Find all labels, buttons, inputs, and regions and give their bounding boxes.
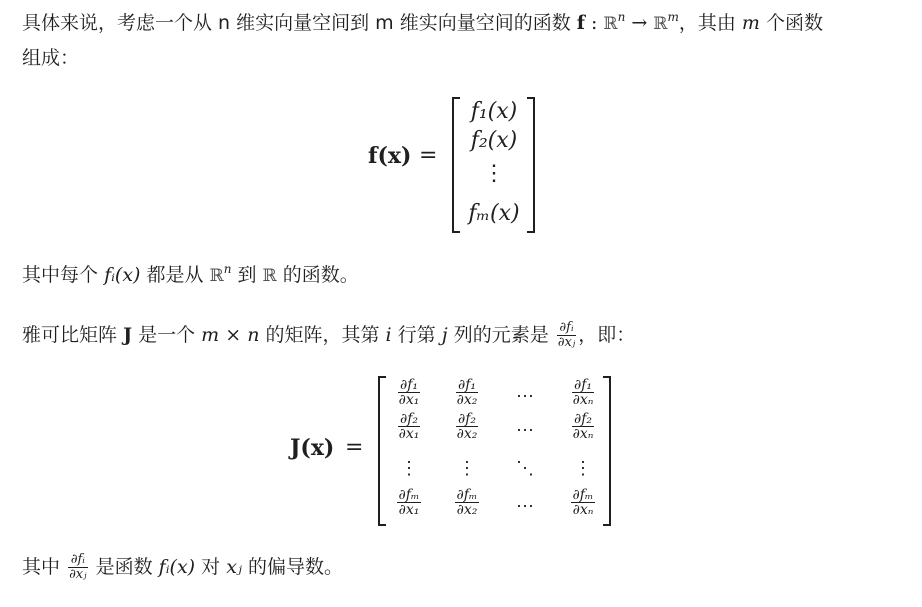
matrix-cell-1-3 [500,378,550,407]
matrix-cell-3-4 [558,454,608,479]
fraction-dfi-dxj-2 [68,553,88,582]
matrix-ellipsis: ⋯ [516,496,534,517]
fraction-numerator: ∂f₁ [572,378,595,393]
jac-text-5: 列的元素是 [453,324,549,346]
paragraph-jacobian-def [22,318,898,352]
formula-jacobian-matrix [290,376,620,526]
math-Rn-2: ℝ [209,266,224,286]
fraction-denominator: ∂x₁ [398,426,420,442]
pd-text-1: 其中 [22,556,61,578]
matrix-fraction [456,378,479,407]
fraction-denominator: ∂xⱼ [69,567,87,582]
intro-line-2: 组成： [22,47,80,69]
math-Rn-2-sup: n [223,261,232,276]
math-Rm-sup: m [667,9,679,24]
math-j: j [441,324,448,346]
vector-entry-1: f₁(x) [470,99,518,124]
vector-entry-m: fₘ(x) [468,201,520,226]
matrix-ellipsis: ⋯ [516,386,534,407]
matrix-cell-2-2 [442,412,492,441]
math-arrow: → [625,12,654,34]
paragraph-intro [22,6,898,75]
matrix-cell-1-2 [442,378,492,407]
matrix-fraction [398,378,421,407]
matrix-fraction [572,378,595,407]
matrix-cell-4-4 [558,488,608,517]
fraction-denominator: ∂xₙ [572,426,594,442]
fraction-numerator: ∂fᵢ [68,553,88,568]
math-R: ℝ [262,266,277,286]
formula-f-vector [368,97,548,233]
fraction-denominator: ∂x₂ [456,426,478,442]
fraction-numerator: ∂f₂ [572,412,595,427]
jac-text-4: 行第 [397,324,436,346]
math-J: J [123,324,133,346]
comp-text-3: 到 [237,264,257,286]
fraction-denominator: ∂xₙ [572,392,594,408]
comp-text-4: 的函数。 [282,264,359,286]
matrix-cell-2-4 [558,412,608,441]
intro-text-3: 个函数 [765,12,823,34]
pd-text-3: 对 [201,556,221,578]
vector-entry-2: f₂(x) [470,128,518,153]
matrix-fraction [397,488,420,517]
fraction-numerator: ∂f₂ [398,412,421,427]
formula-J-lhs: J(x) [290,435,335,461]
pd-text-2: 是函数 [95,556,153,578]
fraction-numerator: ∂fₘ [572,487,594,503]
jac-text-2: 是一个 [138,324,196,346]
matrix-cell-2-3 [500,412,550,441]
math-i: i [385,324,392,346]
fraction-numerator: ∂fᵢ [557,321,577,336]
fraction-numerator: ∂f₂ [456,412,479,427]
matrix-fraction [571,488,594,517]
math-colon: : [584,12,604,34]
fraction-denominator: ∂xₙ [572,502,594,518]
jac-text-3: 的矩阵，其第 [265,324,380,346]
math-xj: xⱼ [226,556,242,578]
matrix-ellipsis: ⋮ [458,458,476,479]
paragraph-component-functions [22,258,898,293]
left-bracket [452,97,460,233]
formula-f-lhs: f(x) [368,143,412,169]
intro-text-2: ，其由 [678,12,736,34]
fraction-numerator: ∂f₁ [456,378,479,393]
math-Rm: ℝ [653,14,668,34]
matrix-cell-3-2 [442,454,492,479]
pd-text-4: 的偏导数。 [247,556,343,578]
math-fi-x-2: fᵢ(x) [158,556,196,578]
right-bracket [527,97,535,233]
jac-text-6: ，即： [578,324,636,346]
vector-entry-vdots: ⋮ [483,161,505,186]
matrix-cell-3-3 [500,454,550,479]
fraction-numerator: ∂f₁ [398,378,421,393]
matrix-ellipsis: ⋮ [400,458,418,479]
matrix-cell-3-1 [384,454,434,479]
paragraph-partial-derivative [22,550,898,584]
matrix-fraction [456,412,479,441]
matrix-fraction [572,412,595,441]
matrix-fraction [455,488,478,517]
matrix-ellipsis: ⋯ [516,420,534,441]
matrix-cell-4-3 [500,488,550,517]
math-fi-x: fᵢ(x) [104,264,141,286]
intro-text-1: 具体来说，考虑一个从 n 维实向量空间到 m 维实向量空间的函数 [22,12,571,34]
comp-text-2: 都是从 [146,264,204,286]
matrix-cell-4-2 [442,488,492,517]
matrix-cell-2-1 [384,412,434,441]
formula-f-equals: = [419,143,438,168]
matrix-cell-4-1 [384,488,434,517]
matrix-cell-1-1 [384,378,434,407]
math-m-times-n: m × n [201,324,260,346]
matrix-ellipsis: ⋱ [516,458,534,479]
math-Rn-sup: n [617,9,626,24]
fraction-denominator: ∂x₂ [456,502,478,518]
math-f: f [576,12,585,34]
matrix-right-bracket [603,376,611,526]
matrix-ellipsis: ⋮ [574,458,592,479]
formula-J-equals: = [345,435,364,460]
fraction-denominator: ∂xⱼ [557,335,576,350]
matrix-cell-1-4 [558,378,608,407]
fraction-dfi-dxj [557,321,577,350]
math-Rn: ℝ [603,14,618,34]
fraction-denominator: ∂x₁ [398,392,420,408]
math-m: m [741,12,760,34]
fraction-numerator: ∂fₘ [398,487,420,503]
fraction-denominator: ∂x₁ [398,502,420,518]
fraction-denominator: ∂x₂ [456,392,478,408]
jac-text-1: 雅可比矩阵 [22,324,118,346]
matrix-fraction [398,412,421,441]
comp-text-1: 其中每个 [22,264,99,286]
fraction-numerator: ∂fₘ [456,487,478,503]
